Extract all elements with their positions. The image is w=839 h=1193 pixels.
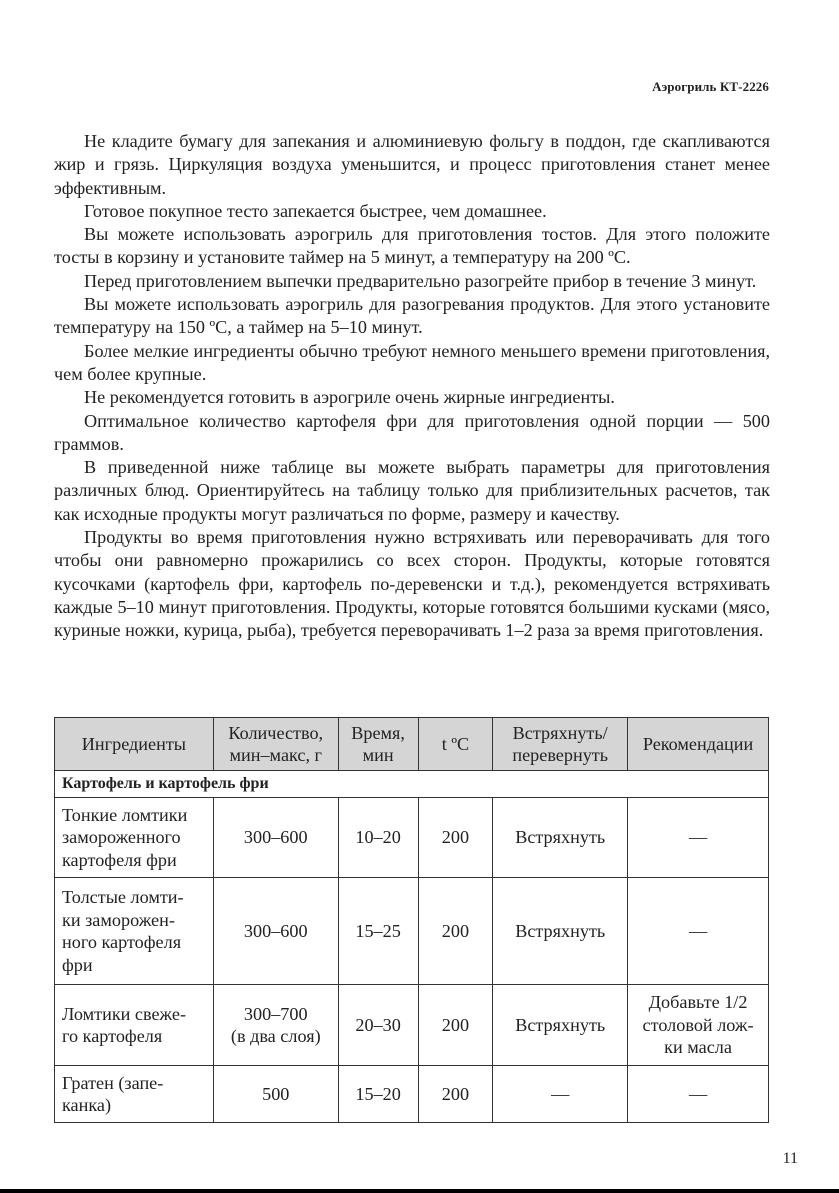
cell-line: картофеля фри [62,849,177,870]
cell-line: — [688,1083,708,1104]
cell-line: — [688,920,708,941]
table-row [55,798,769,878]
paragraph: Более мелкие ингредиенты обычно требуют немного меньшего времени приготовления, чем более крупные. [54,340,770,384]
time-cell: 15–25 [338,878,418,985]
recommendation-cell [628,985,769,1066]
ingredient-cell [55,1066,214,1123]
recommendation-cell [628,1066,769,1123]
cell-line: ного картофеля [62,932,182,952]
temperature-cell: 200 [418,985,493,1066]
ingredient-cell [55,878,214,985]
cell-line: ки заморожен- [62,909,175,930]
paragraph: Готовое покупное тесто запекается быстрее, чем домашнее. [84,200,547,221]
quantity-cell [213,878,338,985]
cell-line: 300–600 [243,827,308,848]
body-text [54,130,770,643]
cell-line: Гратен (запе- [62,1072,164,1093]
cell-line: Добавьте 1/2 [648,992,748,1013]
time-cell: 15–20 [338,1066,418,1123]
section-title: Картофель и картофель фри [55,771,769,798]
action-cell: Встряхнуть [493,985,628,1066]
quantity-cell [213,1066,338,1123]
header-quantity [213,718,338,771]
bottom-rule [0,1189,839,1193]
recommendation-cell [628,878,769,985]
cell-line: (в два слоя) [230,1026,321,1046]
ingredient-cell [55,798,214,878]
running-header: Аэрогриль КТ-2226 [652,79,769,94]
paragraph: Вы можете использовать аэрогриль для приготовления тостов. Для этого положите тосты в корзину и установите таймер на 5 минут, а температуру на 200 ºC. [54,224,770,268]
temperature-cell: 200 [418,1066,493,1123]
header-quantity-line: мин–макс, г [229,745,323,765]
header-temperature: t ºC [418,718,493,771]
paragraph: Не кладите бумагу для запекания и алюминиевую фольгу в поддон, где скапливаются жир и грязь. Циркуляция воздуха уменьшится, и процесс приготовления станет менее эффективным. [54,131,770,198]
header-time-line: Время, [351,722,405,743]
table-row [55,878,769,985]
header-shake [493,718,628,771]
time-cell: 20–30 [338,985,418,1066]
cell-line: 300–700 [243,1003,308,1024]
cell-line: ки масла [664,1037,732,1058]
paragraph: Оптимальное количество картофеля фри для приготовления одной порции — 500 граммов. [54,410,770,454]
cell-line: фри [62,954,93,975]
action-cell: — [493,1066,628,1123]
header-shake-line: Встряхнуть/ [512,722,608,743]
ingredient-cell [55,985,214,1066]
header-recommendations: Рекомендации [628,718,769,771]
paragraph: Продукты во время приготовления нужно встряхивать или переворачивать для того чтобы они равномерно прожарились со всех сторон. Продукты, которые готовятся кусочками (картофель фри, картофель по-деревенски и т.д.), рекомендуется встряхивать каждые 5–10 минут приготовления. Продукты, которые готовятся большими кусками (мясо, куриные ножки, курица, рыба), требуется переворачивать 1–2 раза за время приготовления. [54,527,770,641]
action-cell: Встряхнуть [493,878,628,985]
cell-line: — [688,827,708,848]
time-cell: 10–20 [338,798,418,878]
table-header-row [55,718,769,771]
paragraph: В приведенной ниже таблице вы можете выбрать параметры для приготовления различных блюд. Ориентируйтесь на таблицу только для приблизительных расчетов, так как исходные продукты могут различаться по форме, размеру и качеству. [54,457,770,524]
table-row [55,1066,769,1123]
cell-line: канка) [62,1095,112,1115]
cell-line: Толстые ломти- [62,887,184,907]
header-time [338,718,418,771]
recommendation-cell [628,798,769,878]
quantity-cell [213,798,338,878]
cell-line: замороженного [62,827,181,848]
temperature-cell: 200 [418,798,493,878]
paragraph: Вы можете использовать аэрогриль для разогревания продуктов. Для этого установите температуру на 150 ºC, а таймер на 5–10 минут. [54,294,770,338]
paragraph: Не рекомендуется готовить в аэрогриле очень жирные ингредиенты. [84,387,615,408]
page-number: 11 [782,1150,798,1167]
cooking-parameters-table [54,717,769,1123]
section-row [55,771,769,798]
cell-line: Тонкие ломтики [62,804,188,825]
cell-line: 500 [262,1083,290,1104]
action-cell: Встряхнуть [493,798,628,878]
header-quantity-line: Количество, [228,722,324,743]
paragraph: Перед приготовлением выпечки предварительно разогрейте прибор в течение 3 минут. [84,270,757,291]
header-ingredients: Ингредиенты [55,718,214,771]
temperature-cell: 200 [418,878,493,985]
table-row [55,985,769,1066]
cell-line: столовой лож- [642,1014,754,1035]
header-shake-line: перевернуть [512,745,609,765]
cell-line: Ломтики свеже- [62,1003,187,1024]
cell-line: 300–600 [243,920,308,941]
header-time-line: мин [362,745,394,765]
quantity-cell [213,985,338,1066]
cell-line: го картофеля [62,1026,163,1046]
